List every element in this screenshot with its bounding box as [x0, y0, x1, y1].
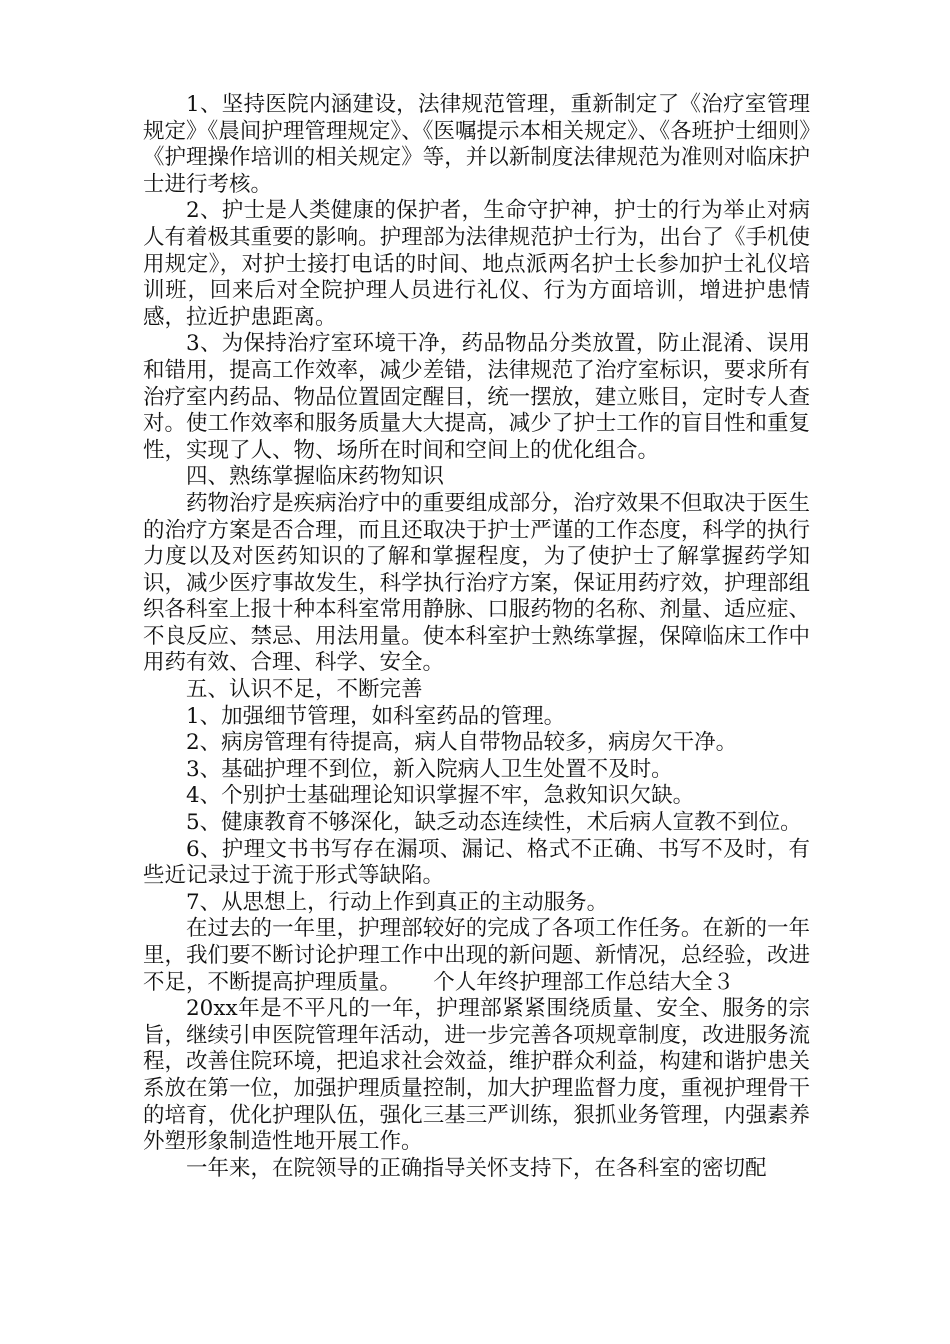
list-item-4: 4、个别护士基础理论知识掌握不牢，急救知识欠缺。 — [186, 783, 695, 809]
document-body — [143, 92, 810, 1182]
paragraph-year-overview: 20xx年是不平凡的一年，护理部紧紧围绕质量、安全、服务的宗旨，继续引申医院管理年活动，进一步完善各项规章制度，改进服务流程，改善住院环境，把追求社会效益，维护群众利益，构建和谐护患关系放在第一位，加强护理质量控制，加大护理监督力度，重视护理骨干的培育，优化护理队伍，强化三基三严训练，狠抓业务管理，内强素养外塑形象制造性地开展工作。 — [143, 996, 810, 1155]
paragraph-drug-knowledge: 药物治疗是疾病治疗中的重要组成部分，治疗效果不但取决于医生的治疗方案是否合理，而且还取决于护士严谨的工作态度，科学的执行力度以及对医药知识的了解和掌握程度，为了使护士了解掌握药学知识，减少医疗事故发生，科学执行治疗方案，保证用药疗效，护理部组织各科室上报十种本科室常用静脉、口服药物的名称、剂量、适应症、不良反应、禁忌、用法用量。使本科室护士熟练掌握，保障临床工作中用药有效、合理、科学、安全。 — [143, 490, 810, 676]
list-item-1: 1、加强细节管理，如科室药品的管理。 — [186, 703, 566, 729]
paragraph-rule-1: 1、坚持医院内涵建设，法律规范管理，重新制定了《治疗室管理规定》《晨间护理管理规定》、《医嘱提示本相关规定》、《各班护士细则》《护理操作培训的相关规定》等，并以新制度法律规范为准则对临床护士进行考核。 — [143, 92, 810, 197]
section-heading-5: 五、认识不足，不断完善 — [186, 677, 423, 703]
list-item-7: 7、从思想上，行动上作到真正的主动服务。 — [186, 889, 609, 915]
list-item-3: 3、基础护理不到位，新入院病人卫生处置不及时。 — [186, 756, 673, 782]
section-heading-4: 四、熟练掌握临床药物知识 — [186, 464, 445, 490]
paragraph-rule-2: 2、护士是人类健康的保护者，生命守护神，护士的行为举止对病人有着极其重要的影响。护理部为法律规范护士行为，出台了《手机使用规定》，对护士接打电话的时间、地点派两名护士长参加护士礼仪培训班，回来后对全院护理人员进行礼仪、行为方面培训，增进护患情感，拉近护患距离。 — [143, 198, 810, 330]
paragraph-summary: 在过去的一年里，护理部较好的完成了各项工作任务。在新的一年里，我们要不断讨论护理工作中出现的新问题、新情况，总经验，改进不足，不断提高护理质量。 个人年终护理部工作总结大全３ — [143, 916, 810, 995]
paragraph-closing: 一年来，在院领导的正确指导关怀支持下，在各科室的密切配 — [186, 1155, 767, 1181]
paragraph-rule-3: 3、为保持治疗室环境干净，药品物品分类放置，防止混淆、误用和错用，提高工作效率，减少差错，法律规范了治疗室标识，要求所有治疗室内药品、物品位置固定醒目，统一摆放，建立账目，定时专人查对。使工作效率和服务质量大大提高，减少了护士工作的盲目性和重复性，实现了人、物、场所在时间和空间上的优化组合。 — [143, 331, 810, 463]
list-item-6: 6、护理文书书写存在漏项、漏记、格式不正确、书写不及时，有些近记录过于流于形式等缺陷。 — [143, 836, 810, 889]
list-item-5: 5、健康教育不够深化，缺乏动态连续性，术后病人宣教不到位。 — [186, 810, 802, 836]
list-item-2: 2、病房管理有待提高，病人自带物品较多，病房欠干净。 — [186, 730, 738, 756]
